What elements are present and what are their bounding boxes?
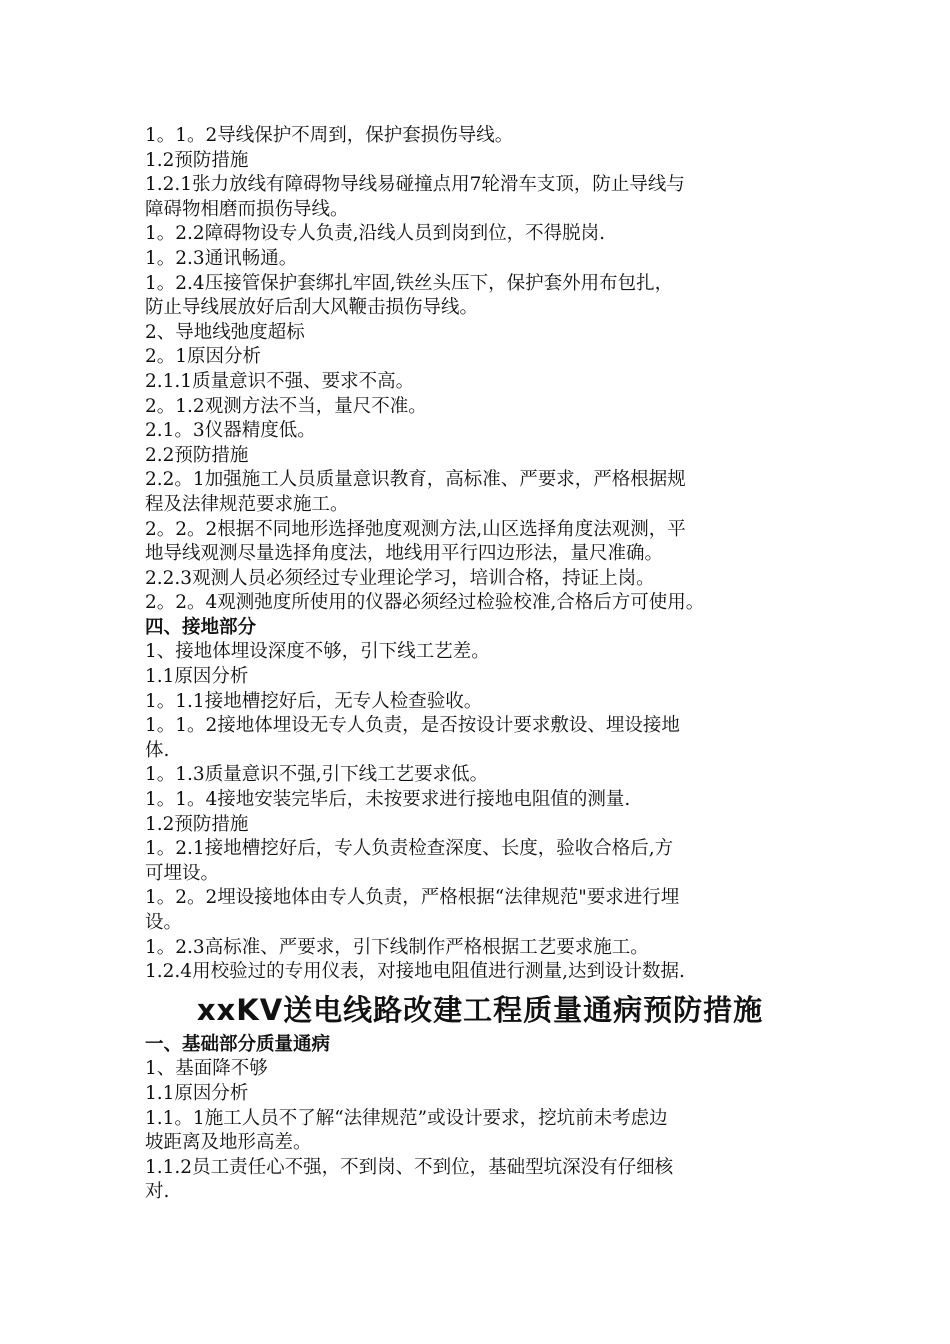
text-line: 可埋设。 bbox=[145, 862, 220, 884]
text-line: 体. bbox=[145, 739, 170, 761]
text-line: 坡距离及地形高差。 bbox=[145, 1132, 312, 1154]
text-line: 1。1。2接地体埋设无专人负责，是否按设计要求敷设、埋设接地 bbox=[145, 715, 680, 737]
text-line: 2。2。2根据不同地形选择弛度观测方法,山区选择角度法观测，平 bbox=[145, 518, 686, 540]
text-line: 1。2.4压接管保护套绑扎牢固,铁丝头压下，保护套外用布包扎， bbox=[145, 272, 674, 294]
text-line: 1.1.2员工责任心不强，不到岗、不到位，基础型坑深没有仔细核 bbox=[145, 1156, 674, 1178]
text-line: 障碍物相磨而损伤导线。 bbox=[145, 198, 349, 220]
document-title: xxKV送电线路改建工程质量通病预防措施 bbox=[196, 992, 764, 1027]
text-line: 1.2.4用校验过的专用仪表，对接地电阻值进行测量,达到设计数据. bbox=[145, 961, 685, 983]
text-line: 1.2.1张力放线有障碍物导线易碰撞点用7轮滑车支顶，防止导线与 bbox=[145, 174, 685, 196]
text-line: 防止导线展放好后刮大风鞭击损伤导线。 bbox=[145, 297, 479, 319]
text-line: 2.2.3观测人员必须经过专业理论学习，培训合格，持证上岗。 bbox=[145, 567, 655, 589]
text-line: 2.2。1加强施工人员质量意识教育，高标准、严要求，严格根据规 bbox=[145, 469, 686, 491]
document-page bbox=[145, 124, 815, 1205]
subheading: 1、接地体埋设深度不够，引下线工艺差。 bbox=[145, 641, 490, 663]
text-line: 1。2.1接地槽挖好后，专人负责检查深度、长度，验收合格后,方 bbox=[145, 838, 674, 860]
text-line: 1。1。2导线保护不周到，保护套损伤导线。 bbox=[145, 125, 514, 146]
text-line: 1。2.3高标准、严要求，引下线制作严格根据工艺要求施工。 bbox=[145, 936, 649, 958]
text-line: 设。 bbox=[145, 912, 183, 933]
subheading: 2。1原因分析 bbox=[145, 346, 262, 368]
text-line: 1。1。4接地安装完毕后，未按要求进行接地电阻值的测量. bbox=[145, 789, 631, 811]
text-line: 1.1。1施工人员不了解“法律规范”或设计要求，挖坑前未考虑边 bbox=[145, 1107, 668, 1129]
text-line: 地导线观测尽量选择角度法，地线用平行四边形法，量尺准确。 bbox=[145, 543, 664, 565]
subheading: 1、基面降不够 bbox=[145, 1058, 268, 1080]
text-line: 程及法律规范要求施工。 bbox=[145, 493, 349, 515]
text-line: 对. bbox=[145, 1181, 170, 1203]
subheading: 2.2预防措施 bbox=[145, 444, 249, 466]
section-heading: 一、基础部分质量通病 bbox=[145, 1033, 331, 1055]
subheading: 1.1原因分析 bbox=[145, 1082, 249, 1104]
text-line: 2.1。3仪器精度低。 bbox=[145, 420, 316, 442]
text-line: 1。1.3质量意识不强,引下线工艺要求低。 bbox=[145, 764, 489, 786]
text-line: 1。2。2埋设接地体由专人负责，严格根据“法律规范"要求进行埋 bbox=[145, 887, 680, 909]
text-line: 1。2.3通讯畅通。 bbox=[145, 247, 298, 269]
text-line: 2.1.1质量意识不强、要求不高。 bbox=[145, 370, 415, 392]
subheading: 1.2预防措施 bbox=[145, 149, 249, 171]
subheading: 1.2预防措施 bbox=[145, 813, 249, 835]
text-line: 2。2。4观测弛度所使用的仪器必须经过检验校准,合格后方可使用。 bbox=[145, 592, 705, 614]
text-line: 1。2.2障碍物设专人负责,沿线人员到岗到位，不得脱岗. bbox=[145, 223, 605, 245]
subheading: 2、导地线弛度超标 bbox=[145, 321, 305, 343]
subheading: 1.1原因分析 bbox=[145, 666, 249, 688]
text-line: 2。1.2观测方法不当，量尺不准。 bbox=[145, 395, 427, 417]
section-heading: 四、接地部分 bbox=[145, 616, 257, 638]
text-line: 1。1.1接地槽挖好后，无专人检查验收。 bbox=[145, 690, 483, 712]
